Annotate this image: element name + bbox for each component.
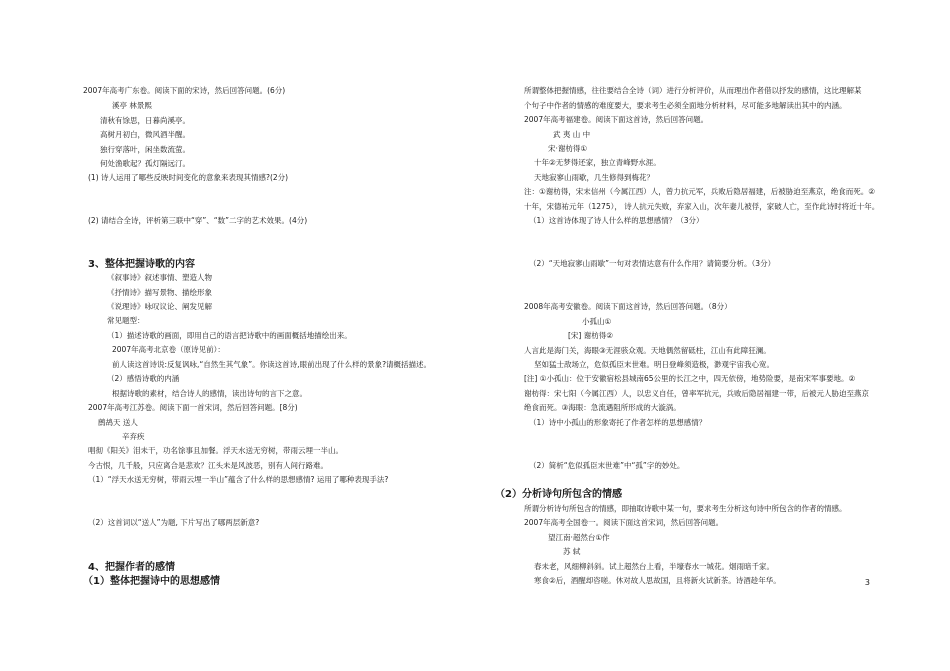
section-heading: 3、整体把握诗歌的内容 — [88, 259, 195, 270]
poem-line: 高树月初白，微风酒半醒。 — [100, 130, 190, 139]
poem-line: 人言此是海门关，海眼③无涯骇众观。天地偶然留砥柱，江山有此障狂澜。 — [524, 346, 771, 355]
text-line: （1）描述诗歌的画面，即用自己的语言把诗歌中的画面概括地描绘出来。 — [107, 331, 352, 340]
question: （1）这首诗体现了诗人什么样的思想感情？（3分） — [529, 216, 704, 225]
poem-line: 天地寂寥山雨歇，几生修得到梅花？ — [534, 173, 654, 182]
poem-line: 坚如猛士敌场立，危似孤臣末世难。明日登峰须造极，渺观宇宙我心宽。 — [534, 360, 774, 369]
poem-line: 十年②无梦得还家，独立青峰野水涯。 — [534, 158, 661, 167]
note-line: 注：①谢枋得，宋末信州（今属江西）人，曾力抗元军，兵败后隐居福建，后被胁迫至燕京，绝食而死。② — [524, 187, 875, 196]
poem-line: 独行穿落叶，闲坐数流萤。 — [100, 145, 190, 154]
exam-intro: 2007年高考江苏卷。阅读下面一首宋词，然后回答问题。[8分) — [88, 403, 298, 412]
poem-title: 望江南·超然台①作 — [548, 533, 610, 542]
poem-title: 鹧鸪天 送人 — [98, 418, 138, 427]
poem-author: 辛弃疾 — [122, 432, 145, 441]
note-line: 谢枋得：宋七阳（今属江西）人，以忠义自任，曾率军抗元，兵败后隐居福建一带，后被元人胁迫至燕京 — [524, 389, 869, 398]
text-line: 个句子中作者的情感的难度要大，要求考生必须全面地分析材料，尽可能多地解读出其中的内涵。 — [524, 101, 847, 110]
text-line: 根据诗歌的素材，结合诗人的感情，读出诗句的言下之意。 — [112, 389, 307, 398]
poem-author: 苏 轼 — [563, 547, 581, 556]
section-heading: 4、把握作者的感情 — [88, 562, 175, 573]
question: （2）这首词以“送人”为题, 下片写出了哪两层新意? — [88, 518, 260, 527]
exam-intro: 2007年高考福建卷。阅读下面这首诗，然后回答问题。 — [524, 115, 709, 124]
note-line: 绝食而死。③海眼：急流遇阻所形成的大漩涡。 — [524, 403, 681, 412]
poem-author: 宋·谢枋得① — [548, 144, 588, 153]
text-line: 《说理诗》咏叹议论、阐发见解 — [107, 302, 212, 311]
text-line: 《叙事诗》叙述事情、塑造人物 — [107, 273, 212, 282]
exam-intro: 2007年高考全国卷一。阅读下面这首宋词，然后回答问题。 — [524, 518, 724, 527]
note-line: [注] ①小孤山：位于安徽宿松县城南65公里的长江之中，四无依傍，地势险要，是南宋军事要地。② — [524, 374, 856, 383]
text-line: 2007年高考北京卷（原诗见前）： — [112, 345, 225, 354]
text-line: 所谓分析诗句所包含的情感，即抽取诗歌中某一句，要求考生分析这句诗中所包含的作者的情感。 — [524, 504, 847, 513]
question: （1）“浮天水送无穷树，带雨云埋一半山”蕴含了什么样的思想感情? 运用了哪种表现手法? — [88, 475, 389, 484]
text-line: 所谓整体把握情感，往往要结合全诗（词）进行分析评价，从而理出作者借以抒发的感情，这比理解某 — [524, 86, 862, 95]
poem-line: 寒食②后，酒醒却咨嗟。休对故人思故国，且将新火试新茶。诗酒趁年华。 — [534, 576, 781, 585]
text-line: 常见题型： — [107, 316, 145, 325]
poem-title: 溪亭 林景熙 — [112, 101, 152, 110]
poem-author: [宋] 谢枋得② — [568, 331, 613, 340]
poem-line: 何处渔歌起？孤灯隔远汀。 — [100, 159, 190, 168]
text-line: （2）感悟诗歌的内涵 — [107, 374, 180, 383]
poem-line: 唱彻《阳关》泪未干，功名馀事且加餐。浮天水送无穷树，带雨云埋一半山。 — [88, 446, 343, 455]
text-line: 《抒情诗》描写景物、描绘形象 — [107, 288, 212, 297]
question: (1) 诗人运用了哪些反映时间变化的意象来表现其情感?(2分) — [88, 173, 289, 182]
poem-title: 小孤山① — [582, 317, 612, 326]
question: （1）诗中小孤山的形象寄托了作者怎样的思想感情？ — [529, 418, 707, 427]
question: （2）简析“危似孤臣末世难”中“孤”字的妙处。 — [529, 461, 685, 470]
note-line: 十年，宋德祐元年（1275）， 诗人抗元失败，弃家入山，次年妻儿被俘，家破人亡，至作此诗时将近十年。 — [524, 202, 880, 211]
subsection-heading: （2）分析诗句所包含的情感 — [495, 489, 622, 500]
question: （2）“天地寂寥山雨歇”一句对表情达意有什么作用？请简要分析。（3分） — [529, 259, 776, 268]
question: (2) 请结合全诗，评析第三联中“穿”、“数”二字的艺术效果。(4分) — [88, 216, 308, 225]
poem-line: 春未老，风细柳斜斜。试上超然台上看，半壕春水一城花。烟雨暗千家。 — [534, 562, 774, 571]
poem-title: 武 夷 山 中 — [553, 130, 591, 139]
subsection-heading: （1）整体把握诗中的思想感情 — [83, 576, 220, 587]
poem-line: 清秋有馀思，日暮尚溪亭。 — [100, 116, 190, 125]
text-line: 前人读这首诗说:反复讽咏,“自然生其气象”。你读这首诗,眼前出现了什么样的景象?请概括描述。 — [112, 360, 432, 369]
exam-intro: 2008年高考安徽卷。阅读下面这首诗，然后回答问题。（8分） — [524, 302, 732, 311]
exam-intro: 2007年高考广东卷。阅读下面的宋诗，然后回答问题。(6分) — [83, 86, 286, 95]
page-number: 3 — [864, 578, 870, 587]
poem-line: 今古恨，几千般，只应离合是悲欢？江头未是风波恶，别有人间行路难。 — [88, 461, 328, 470]
